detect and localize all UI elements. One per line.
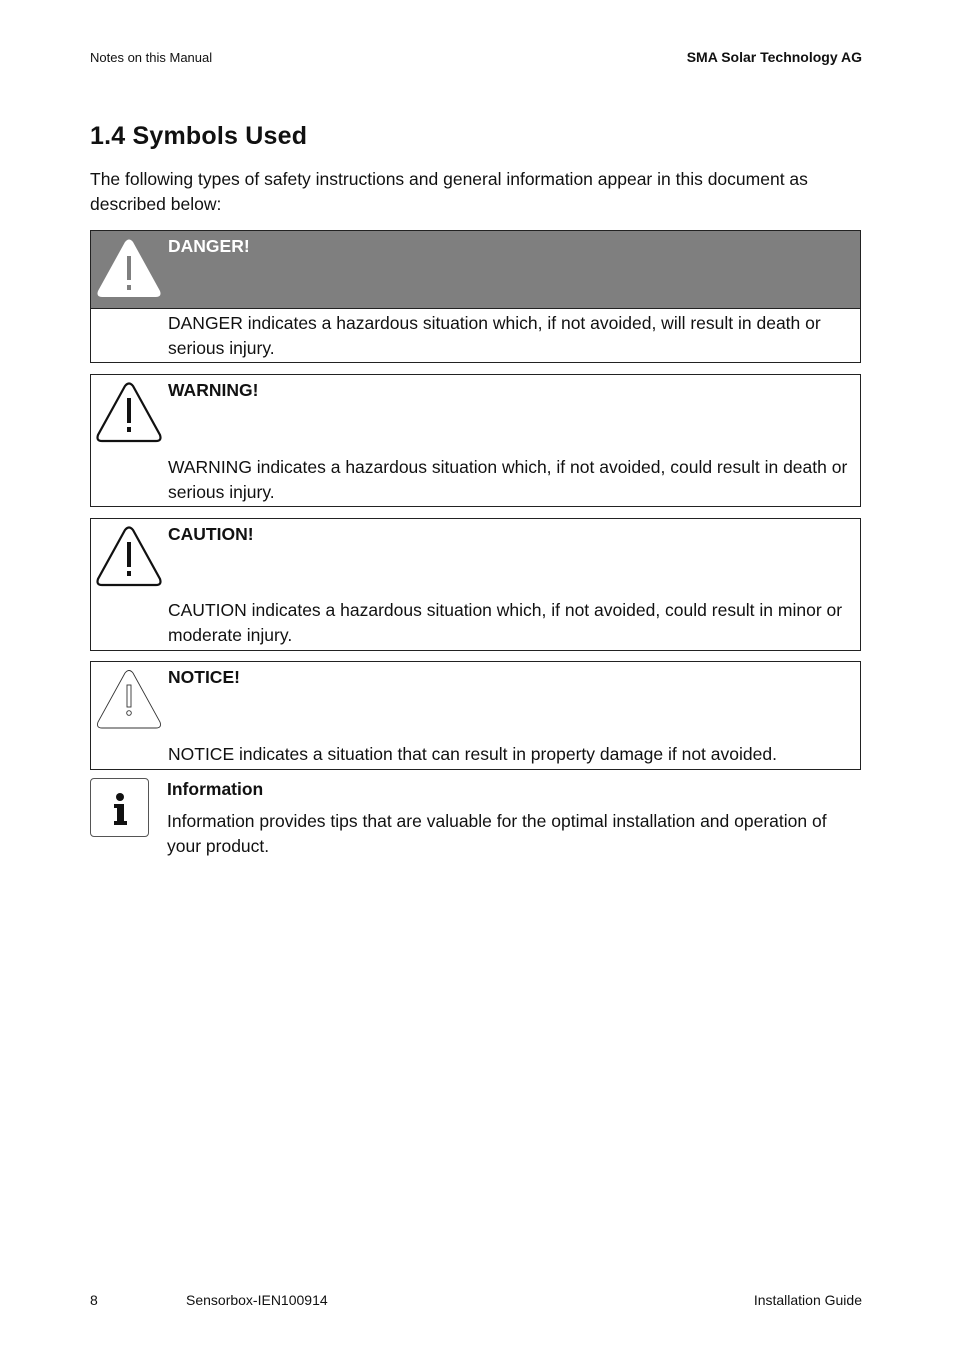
danger-label: DANGER! [168, 236, 250, 256]
document-type: Installation Guide [753, 1292, 862, 1308]
caution-notice [90, 518, 861, 651]
running-header-section: Notes on this Manual [90, 50, 213, 65]
document-id: Sensorbox-IEN100914 [186, 1292, 328, 1308]
warning-triangle-icon [96, 381, 162, 450]
notice-label: NOTICE! [168, 667, 240, 687]
page-number: 8 [90, 1292, 98, 1308]
intro-paragraph: The following types of safety instructions and general information appear in this document as described below: [90, 169, 808, 214]
notice-notice [90, 661, 861, 770]
information-label: Information [167, 779, 264, 799]
section-title: 1.4 Symbols Used [90, 122, 308, 150]
danger-header-bar [91, 231, 860, 309]
notice-text: NOTICE indicates a situation that can result in property damage if not avoided. [168, 744, 777, 764]
warning-text: WARNING indicates a hazardous situation which, if not avoided, could result in death or serious injury. [168, 457, 848, 502]
caution-label: CAUTION! [168, 524, 254, 544]
warning-triangle-icon [96, 237, 162, 306]
info-icon [90, 778, 149, 837]
warning-triangle-icon [96, 525, 162, 594]
warning-notice [90, 374, 861, 507]
danger-text: DANGER indicates a hazardous situation which, if not avoided, will result in death or serious injury. [168, 313, 821, 358]
caution-text: CAUTION indicates a hazardous situation which, if not avoided, could result in minor or moderate injury. [168, 600, 843, 645]
warning-label: WARNING! [168, 380, 259, 400]
danger-notice [90, 230, 861, 363]
notice-triangle-icon [96, 668, 162, 737]
running-header-company: SMA Solar Technology AG [686, 49, 862, 65]
information-text: Information provides tips that are valuable for the optimal installation and operation of your product. [167, 811, 827, 856]
